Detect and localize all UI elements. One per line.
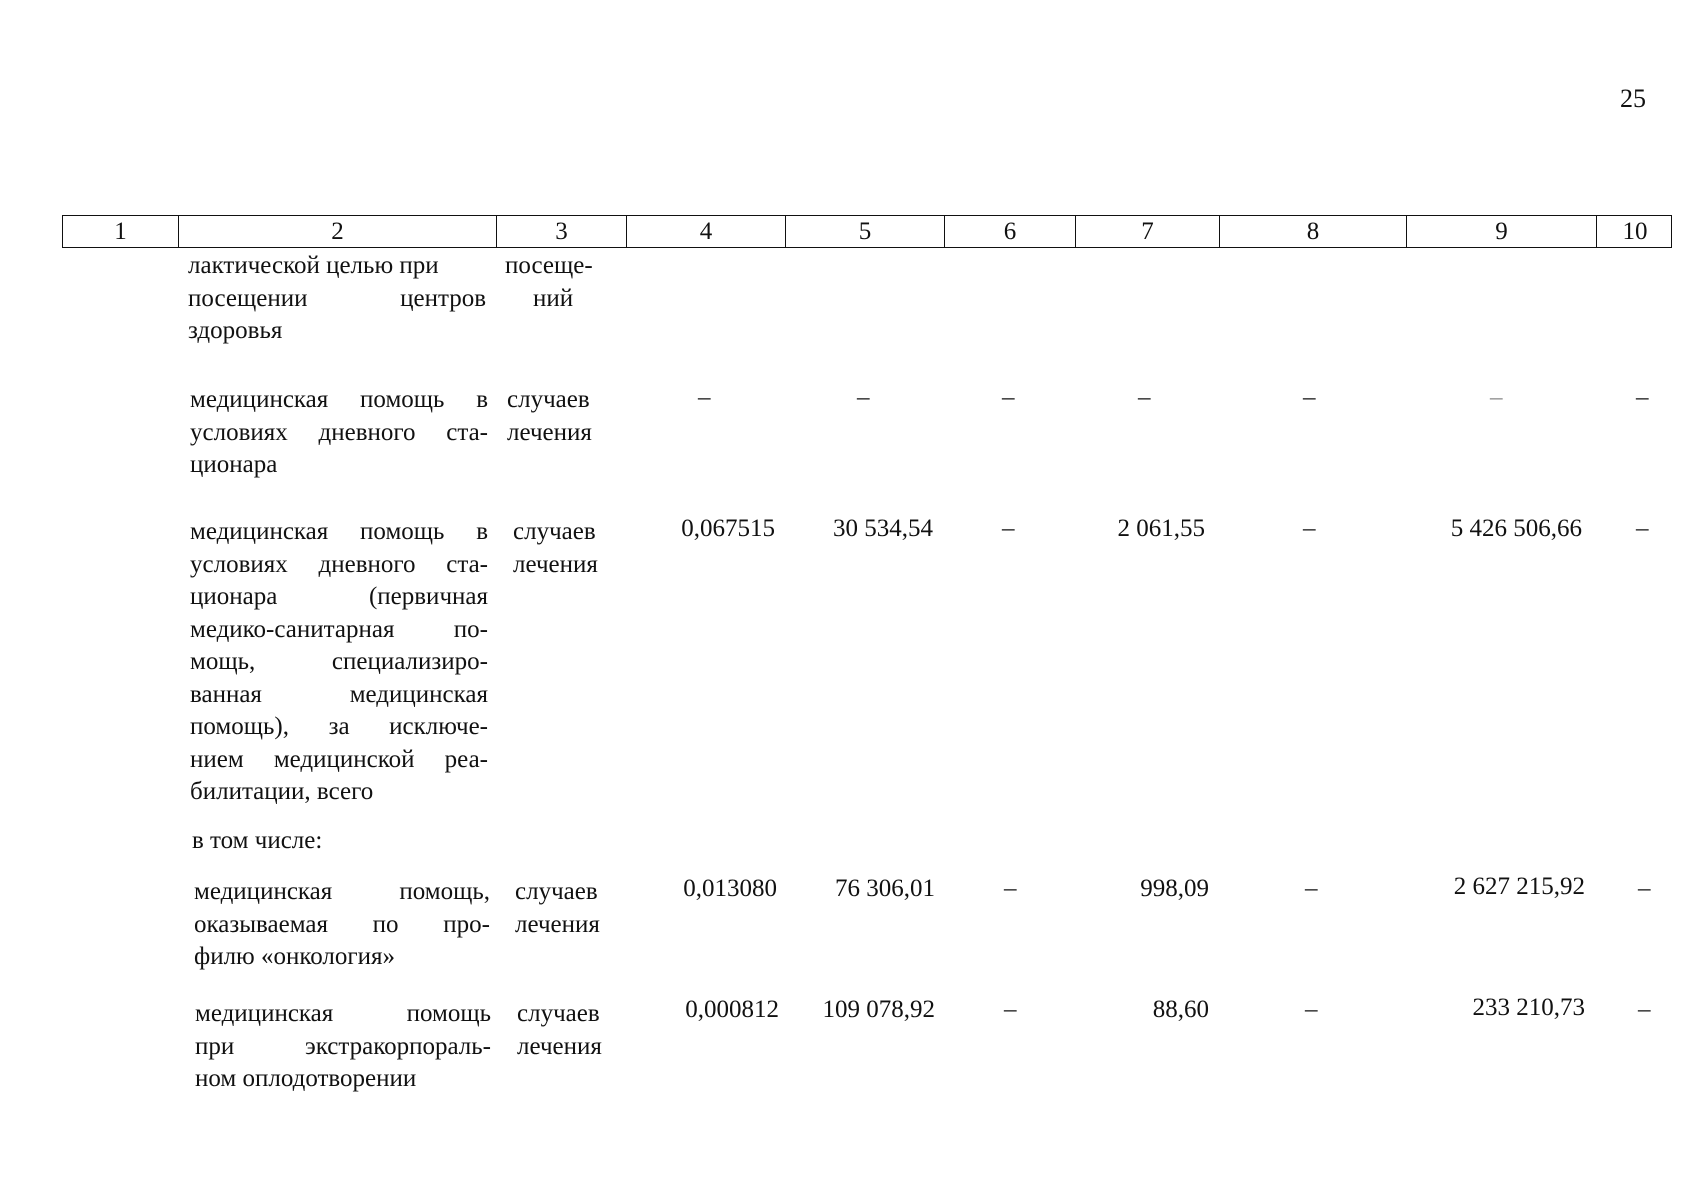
name-line: оказываемая по про-: [194, 910, 490, 938]
name-line: медицинская помощь в: [190, 518, 488, 545]
name-line: медицинская помощь: [195, 1000, 491, 1027]
table-header-row: [62, 215, 1672, 248]
cell-value: –: [1636, 384, 1649, 411]
header-col-3: 3: [497, 216, 627, 247]
name-line: условиях дневного ста-: [190, 550, 488, 578]
header-col-6: 6: [945, 216, 1076, 247]
cell-value: 88,60: [1152, 996, 1209, 1023]
unit-line: случаев: [515, 878, 598, 905]
cell-value: –: [1303, 384, 1316, 411]
table-row-unit: [517, 998, 602, 1063]
row-full-name: медицинская помощь в условиях дневного ста-ционара: [28, 1180, 52, 1181]
row-full-name: медицинская помощь в условиях дневного ста-ционара (первичная медико-санитарная по-мощь, специализиро-ванная медицинская помощь), за исключе-нием медицинской реа-билитации, всего: [59, 1180, 143, 1181]
unit-line: лечения: [515, 910, 600, 938]
cell-value: –: [1002, 515, 1015, 542]
table-row-name: [190, 384, 488, 482]
cell-value: 233 210,73: [1472, 994, 1585, 1021]
page-number: 25: [1620, 84, 1646, 113]
name-line: нием медицинской реа-: [190, 745, 488, 773]
subheading: в том числе:: [192, 827, 323, 854]
row-full-name: лактической целью при посещении центров здоровья: [0, 1180, 23, 1181]
table-row-unit: [513, 516, 598, 581]
header-col-4: 4: [627, 216, 786, 247]
name-line: мощь, специализиро-: [190, 648, 488, 675]
header-col-1: 1: [63, 216, 179, 247]
cell-value: 76 306,01: [835, 875, 935, 902]
unit-line: лечения: [507, 418, 592, 446]
unit-line: случаев: [507, 386, 590, 413]
row-full-unit: случаев лечения: [52, 1180, 60, 1181]
cell-value: –: [857, 384, 870, 411]
unit-line: случаев: [513, 518, 596, 545]
header-col-9: 9: [1407, 216, 1597, 247]
cell-value: –: [1636, 515, 1649, 542]
table-row-name: [190, 516, 488, 809]
name-line: ванная медицинская: [190, 680, 488, 708]
name-line: медико-санитарная по-: [190, 615, 488, 643]
cell-value: 109 078,92: [822, 996, 935, 1023]
name-line: ном оплодотворении: [195, 1065, 417, 1092]
cell-value: 5 426 506,66: [1450, 515, 1582, 542]
unit-line: посеще-: [505, 252, 593, 279]
cell-value: –: [1303, 515, 1316, 542]
cell-value: –: [1305, 996, 1318, 1023]
row-full-unit: случаев лечения: [211, 1180, 219, 1181]
header-col-2: 2: [179, 216, 497, 247]
unit-line: случаев: [517, 1000, 600, 1027]
cell-value: –: [1138, 384, 1151, 411]
row-full-unit: случаев лечения: [142, 1180, 150, 1181]
row-full-name: медицинская помощь, оказываемая по про-филю «онкология»: [150, 1180, 177, 1181]
cell-value: –: [1004, 875, 1017, 902]
full-row-strings: [0, 1180, 1697, 1200]
cell-value: –: [1002, 384, 1015, 411]
cell-value: 0,067515: [681, 515, 775, 542]
cell-value: 2 061,55: [1117, 515, 1205, 542]
header-col-8: 8: [1220, 216, 1407, 247]
name-line: помощь), за исключе-: [190, 713, 488, 740]
row-full-name: медицинская помощь при экстракорпораль-ном оплодотворении: [184, 1180, 212, 1181]
name-line: посещении центров: [188, 284, 486, 312]
header-col-10: 10: [1622, 218, 1648, 245]
table-row-name: [194, 876, 490, 974]
cell-value: –: [1004, 996, 1017, 1023]
table-row-unit: [505, 250, 593, 315]
row-full-unit: случаев лечения: [176, 1180, 184, 1181]
cell-value: –: [698, 384, 711, 411]
name-line: ционара (первичная: [190, 583, 488, 610]
cell-value: 0,000812: [685, 996, 779, 1023]
cell-value: 998,09: [1140, 875, 1209, 902]
name-line: филю «онкология»: [194, 943, 396, 970]
cell-value: –: [1490, 384, 1503, 411]
name-line: билитации, всего: [190, 778, 374, 805]
header-col-5: 5: [786, 216, 945, 247]
name-line: лактической целью при: [188, 252, 439, 279]
name-line: здоровья: [188, 317, 283, 344]
row-full-unit: посеще-ний: [23, 1180, 29, 1181]
table-row-name: [188, 250, 486, 348]
cell-value: –: [1638, 996, 1651, 1023]
name-line: ционара: [190, 451, 278, 478]
name-line: при экстракорпораль-: [195, 1032, 491, 1060]
cell-value: 0,013080: [683, 875, 777, 902]
name-line: условиях дневного ста-: [190, 418, 488, 446]
cell-value: –: [1638, 875, 1651, 902]
cell-value: 30 534,54: [833, 515, 933, 542]
table-row-name: [195, 998, 491, 1096]
unit-line: ний: [533, 284, 574, 312]
name-line: медицинская помощь,: [194, 878, 490, 905]
unit-line: лечения: [513, 550, 598, 578]
cell-value: –: [1305, 875, 1318, 902]
unit-line: лечения: [517, 1032, 602, 1060]
header-col-7: 7: [1076, 216, 1220, 247]
cell-value: 2 627 215,92: [1453, 873, 1585, 900]
name-line: медицинская помощь в: [190, 386, 488, 413]
table-row-unit: [515, 876, 600, 941]
table-row-unit: [507, 384, 592, 449]
